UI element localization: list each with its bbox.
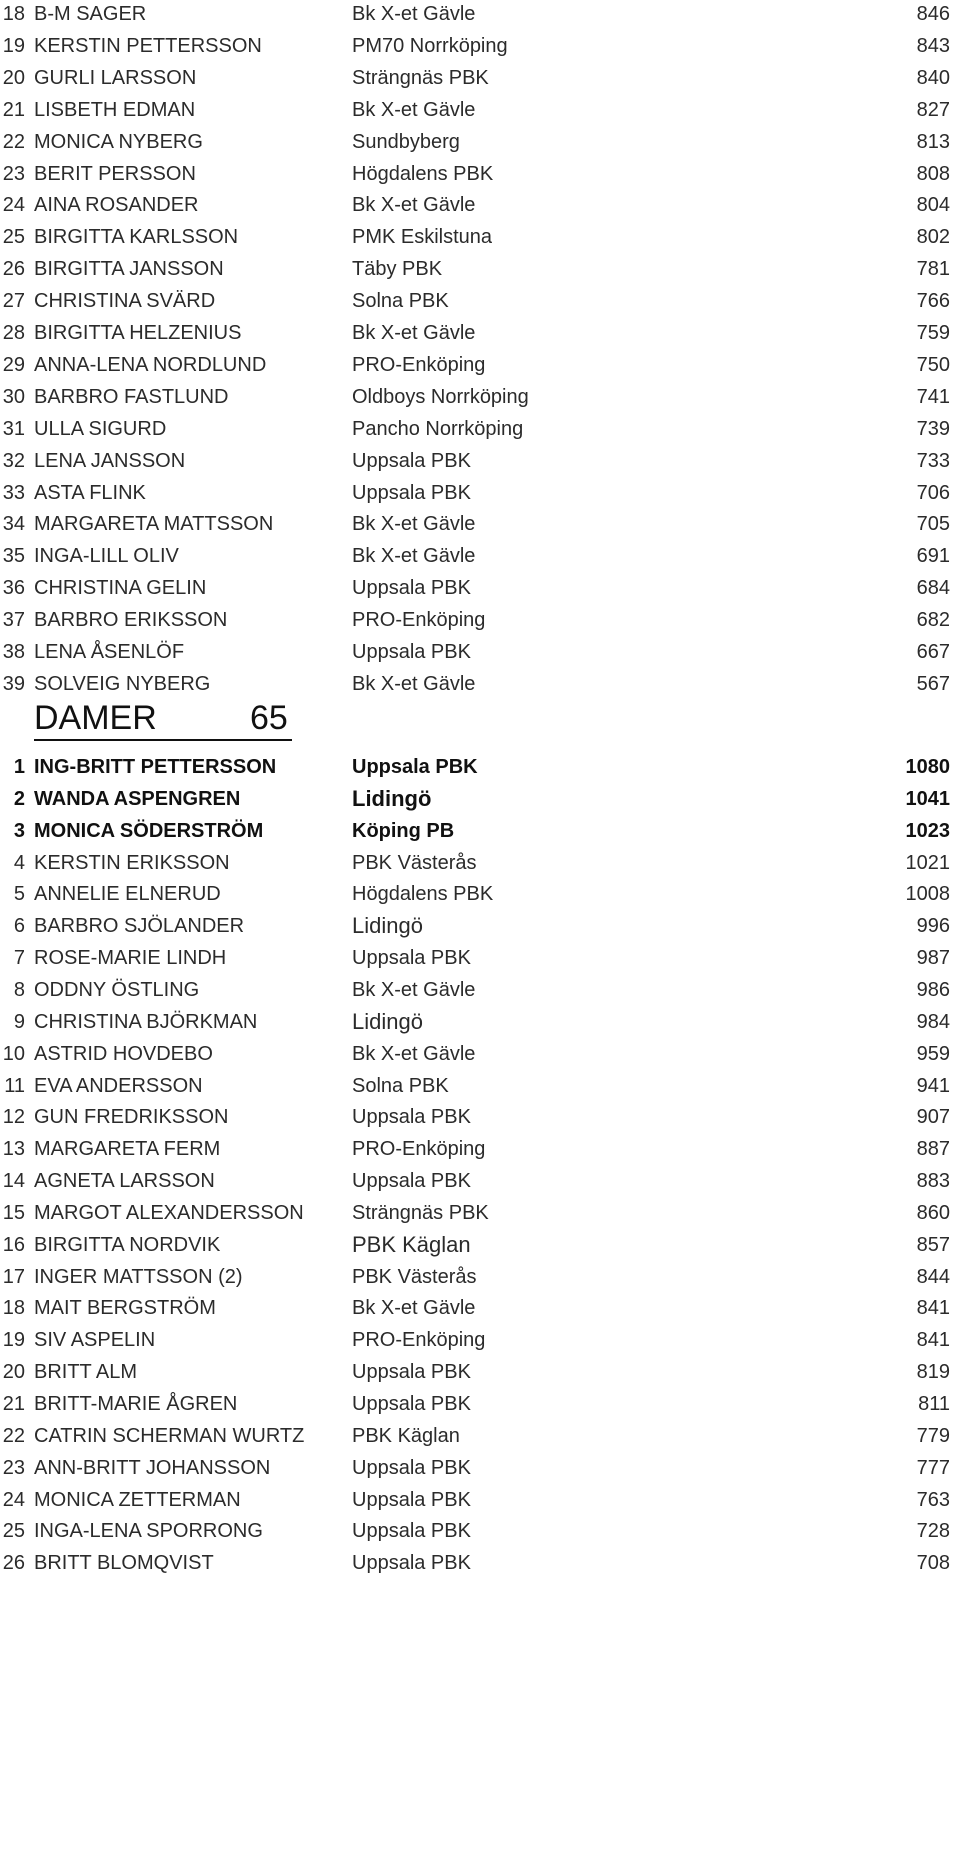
table-row [0, 126, 960, 158]
section-heading-age: 65 [250, 699, 288, 737]
table-row [0, 847, 960, 879]
row-rank: 35 [2, 545, 25, 568]
row-club: Uppsala PBK [352, 641, 471, 663]
table-row [0, 317, 960, 349]
section-heading-damer-65 [34, 696, 294, 742]
row-name: BARBRO SJÖLANDER [34, 915, 245, 938]
row-rank: 36 [2, 577, 25, 600]
table-row [0, 878, 960, 910]
row-score: 996 [916, 915, 950, 938]
row-rank: 21 [2, 98, 25, 121]
row-club: PBK Västerås [352, 851, 477, 874]
row-name: BRITT BLOMQVIST [34, 1552, 214, 1575]
row-club: Uppsala PBK [352, 577, 471, 600]
row-club: Uppsala PBK [352, 1170, 471, 1193]
row-name: CHRISTINA GELIN [34, 577, 207, 600]
row-score: 883 [916, 1170, 950, 1193]
row-score: 843 [916, 34, 950, 57]
table-row [0, 751, 960, 783]
table-row [0, 1388, 960, 1420]
row-score: 766 [916, 290, 950, 313]
row-club: Högdalens PBK [352, 883, 494, 906]
table-row [0, 636, 960, 668]
row-club: Uppsala PBK [352, 756, 478, 778]
row-club: Täby PBK [352, 258, 443, 281]
row-score: 706 [916, 481, 950, 504]
row-name: CATRIN SCHERMAN WURTZ [34, 1424, 305, 1447]
row-name: WANDA ASPENGREN [34, 787, 241, 810]
row-club: Bk X-et Gävle [352, 545, 476, 568]
row-rank: 9 [13, 1010, 25, 1033]
row-rank: 31 [2, 417, 25, 440]
table-row [0, 221, 960, 253]
row-score: 1008 [905, 883, 950, 906]
row-club: Bk X-et Gävle [352, 98, 476, 121]
row-score: 759 [916, 322, 950, 344]
table-row [0, 62, 960, 94]
row-rank: 25 [2, 226, 25, 249]
table-row [0, 477, 960, 509]
table-row [0, 1324, 960, 1356]
row-name: EVA ANDERSSON [34, 1074, 203, 1097]
row-score: 781 [916, 258, 950, 281]
row-rank: 19 [2, 34, 25, 57]
row-club: Solna PBK [352, 1074, 449, 1097]
row-club: Bk X-et Gävle [352, 322, 476, 344]
row-club: Uppsala PBK [352, 1106, 471, 1129]
table-row [0, 1101, 960, 1133]
row-rank: 25 [2, 1520, 25, 1543]
row-rank: 17 [2, 1265, 25, 1288]
row-rank: 19 [2, 1329, 25, 1352]
table-row [0, 815, 960, 847]
row-name: MARGOT ALEXANDERSSON [34, 1201, 304, 1224]
row-score: 986 [916, 978, 950, 1001]
table-row [0, 1515, 960, 1547]
row-rank: 33 [2, 481, 25, 504]
row-rank: 23 [2, 162, 25, 185]
row-score: 841 [916, 1297, 950, 1320]
row-name: CHRISTINA SVÄRD [34, 290, 216, 313]
row-club: Bk X-et Gävle [352, 513, 476, 536]
row-club: Uppsala PBK [352, 1393, 471, 1415]
row-score: 959 [916, 1042, 950, 1065]
row-club: Bk X-et Gävle [352, 672, 476, 695]
row-rank: 39 [2, 672, 25, 695]
row-score: 1021 [905, 851, 950, 874]
row-score: 887 [916, 1138, 950, 1161]
row-name: MARGARETA MATTSSON [34, 513, 274, 536]
row-club: Sundbyberg [352, 130, 460, 153]
section-heading-underline [34, 739, 292, 741]
row-name: ANNELIE ELNERUD [34, 883, 221, 906]
row-score: 684 [916, 577, 950, 600]
row-score: 777 [916, 1456, 950, 1479]
table-row [0, 1292, 960, 1324]
row-score: 708 [916, 1552, 950, 1575]
table-row [0, 604, 960, 636]
table-row [0, 942, 960, 974]
row-score: 802 [916, 226, 950, 249]
table-row [0, 1261, 960, 1293]
row-club: Uppsala PBK [352, 1520, 471, 1543]
row-score: 750 [916, 353, 950, 376]
row-score: 567 [916, 672, 950, 695]
table-row [0, 1133, 960, 1165]
table-row [0, 1165, 960, 1197]
row-rank: 20 [2, 1361, 25, 1384]
row-club: Bk X-et Gävle [352, 3, 476, 25]
row-rank: 5 [13, 883, 25, 906]
row-name: BRITT ALM [34, 1361, 137, 1384]
row-club: Lidingö [352, 785, 432, 811]
row-rank: 12 [2, 1106, 25, 1129]
row-rank: 16 [2, 1233, 25, 1256]
row-score: 804 [916, 194, 950, 217]
row-name: KERSTIN PETTERSSON [34, 34, 262, 57]
row-club: Köping PB [352, 819, 455, 842]
table-row [0, 974, 960, 1006]
row-rank: 13 [2, 1138, 25, 1161]
table-row [0, 1420, 960, 1452]
row-club: PBK Västerås [352, 1265, 477, 1288]
row-rank: 29 [2, 353, 25, 376]
row-name: MARGARETA FERM [34, 1138, 221, 1161]
row-club: Bk X-et Gävle [352, 1042, 476, 1065]
row-score: 846 [916, 3, 950, 25]
row-rank: 22 [2, 1424, 25, 1447]
table-row [0, 1038, 960, 1070]
table-row [0, 381, 960, 413]
row-name: CHRISTINA BJÖRKMAN [34, 1010, 258, 1033]
row-name: AGNETA LARSSON [34, 1170, 215, 1193]
table-row [0, 0, 960, 30]
row-rank: 22 [2, 130, 25, 153]
row-club: Uppsala PBK [352, 449, 471, 472]
row-club: Bk X-et Gävle [352, 1297, 476, 1320]
row-score: 819 [916, 1361, 950, 1384]
row-name: ROSE-MARIE LINDH [34, 947, 227, 970]
row-club: Uppsala PBK [352, 1361, 471, 1384]
table-row [0, 285, 960, 317]
row-rank: 27 [2, 290, 25, 313]
row-score: 811 [918, 1393, 950, 1415]
row-score: 1080 [905, 756, 950, 778]
row-score: 840 [916, 66, 950, 89]
row-club: Solna PBK [352, 290, 449, 313]
row-rank: 28 [2, 322, 25, 344]
table-row [0, 508, 960, 540]
row-club: Uppsala PBK [352, 481, 471, 504]
table-row [0, 158, 960, 190]
table-row [0, 910, 960, 942]
row-club: PBK Käglan [352, 1231, 471, 1257]
table-row [0, 413, 960, 445]
row-name: BIRGITTA KARLSSON [34, 226, 239, 249]
row-club: Uppsala PBK [352, 947, 471, 970]
table-row [0, 253, 960, 285]
row-score: 813 [916, 130, 950, 153]
row-name: AINA ROSANDER [34, 194, 199, 217]
table-row [0, 1006, 960, 1038]
row-name: ASTRID HOVDEBO [34, 1042, 213, 1065]
row-score: 691 [916, 545, 950, 568]
row-score: 728 [916, 1520, 950, 1543]
table-row [0, 1547, 960, 1579]
table-row [0, 1484, 960, 1516]
row-rank: 32 [2, 449, 25, 472]
row-score: 841 [916, 1329, 950, 1352]
row-name: ING-BRITT PETTERSSON [34, 756, 277, 778]
table-row [0, 445, 960, 477]
row-name: GUN FREDRIKSSON [34, 1106, 229, 1129]
row-rank: 18 [2, 3, 25, 25]
row-club: Oldboys Norrköping [352, 385, 529, 408]
row-name: BARBRO ERIKSSON [34, 609, 228, 632]
row-club: Lidingö [352, 1008, 423, 1034]
row-club: Uppsala PBK [352, 1552, 471, 1575]
row-name: SIV ASPELIN [34, 1329, 156, 1352]
row-club: Bk X-et Gävle [352, 978, 476, 1001]
row-club: PM70 Norrköping [352, 34, 508, 57]
row-score: 705 [916, 513, 950, 536]
row-rank: 2 [13, 787, 25, 810]
section-heading-title: DAMER [34, 699, 157, 737]
row-name: BIRGITTA JANSSON [34, 258, 224, 281]
row-name: B-M SAGER [34, 3, 147, 25]
row-club: Lidingö [352, 913, 423, 939]
row-score: 844 [916, 1265, 950, 1288]
row-name: ULLA SIGURD [34, 417, 167, 440]
table-row [0, 1197, 960, 1229]
row-score: 1023 [905, 819, 950, 842]
row-score: 857 [916, 1233, 950, 1256]
table-row [0, 1229, 960, 1261]
row-score: 808 [916, 162, 950, 185]
row-rank: 23 [2, 1456, 25, 1479]
row-club: Uppsala PBK [352, 1488, 471, 1511]
row-rank: 24 [2, 1488, 25, 1511]
row-rank: 26 [2, 258, 25, 281]
row-rank: 7 [13, 947, 25, 970]
row-name: BIRGITTA NORDVIK [34, 1233, 221, 1256]
row-name: MONICA SÖDERSTRÖM [34, 819, 264, 842]
row-name: LENA ÅSENLÖF [34, 641, 185, 663]
row-score: 741 [916, 385, 950, 408]
row-rank: 30 [2, 385, 25, 408]
row-name: ASTA FLINK [34, 481, 146, 504]
row-score: 682 [916, 609, 950, 632]
row-club: Pancho Norrköping [352, 417, 524, 440]
table-row [0, 572, 960, 604]
table-row [0, 349, 960, 381]
row-name: GURLI LARSSON [34, 66, 197, 89]
row-club: PBK Käglan [352, 1424, 460, 1447]
row-club: PRO-Enköping [352, 1329, 486, 1352]
row-name: LENA JANSSON [34, 449, 186, 472]
table-row [0, 1452, 960, 1484]
row-name: BERIT PERSSON [34, 162, 196, 185]
row-club: PRO-Enköping [352, 353, 486, 376]
table-row [0, 540, 960, 572]
row-club: Strängnäs PBK [352, 66, 489, 89]
row-name: BARBRO FASTLUND [34, 385, 229, 408]
row-score: 1041 [905, 787, 950, 810]
row-rank: 26 [2, 1552, 25, 1575]
row-club: Uppsala PBK [352, 1456, 471, 1479]
table-row [0, 1070, 960, 1102]
row-score: 987 [916, 947, 950, 970]
row-rank: 6 [13, 915, 25, 938]
row-name: BIRGITTA HELZENIUS [34, 322, 242, 344]
row-rank: 10 [2, 1042, 25, 1065]
row-rank: 37 [2, 609, 25, 632]
row-rank: 11 [4, 1074, 25, 1097]
table-row [0, 94, 960, 126]
table-row [0, 30, 960, 62]
row-rank: 38 [2, 641, 25, 663]
row-rank: 20 [2, 66, 25, 89]
row-rank: 1 [13, 756, 25, 778]
row-score: 739 [916, 417, 950, 440]
row-rank: 14 [2, 1170, 25, 1193]
row-name: MONICA ZETTERMAN [34, 1488, 241, 1511]
row-name: MAIT BERGSTRÖM [34, 1297, 216, 1320]
row-rank: 18 [2, 1297, 25, 1320]
row-score: 667 [916, 641, 950, 663]
row-club: Högdalens PBK [352, 162, 494, 185]
row-club: PRO-Enköping [352, 609, 486, 632]
row-name: KERSTIN ERIKSSON [34, 851, 230, 874]
table-row [0, 783, 960, 815]
row-name: MONICA NYBERG [34, 130, 203, 153]
row-score: 763 [916, 1488, 950, 1511]
row-name: ANNA-LENA NORDLUND [34, 353, 267, 376]
row-name: INGER MATTSSON (2) [34, 1265, 243, 1288]
row-name: LISBETH EDMAN [34, 98, 196, 121]
row-club: PRO-Enköping [352, 1138, 486, 1161]
row-name: ODDNY ÖSTLING [34, 978, 200, 1001]
row-club: PMK Eskilstuna [352, 226, 493, 249]
row-rank: 21 [2, 1393, 25, 1415]
row-score: 779 [916, 1424, 950, 1447]
row-score: 984 [916, 1010, 950, 1033]
row-rank: 24 [2, 194, 25, 217]
table-row [0, 1356, 960, 1388]
row-score: 941 [916, 1074, 950, 1097]
row-name: ANN-BRITT JOHANSSON [34, 1456, 271, 1479]
row-score: 733 [916, 449, 950, 472]
row-rank: 15 [2, 1201, 25, 1224]
table-row [0, 189, 960, 221]
row-score: 907 [916, 1106, 950, 1129]
row-rank: 8 [13, 978, 25, 1001]
row-club: Strängnäs PBK [352, 1201, 489, 1224]
row-rank: 34 [2, 513, 25, 536]
row-club: Bk X-et Gävle [352, 194, 476, 217]
row-score: 860 [916, 1201, 950, 1224]
row-rank: 3 [13, 819, 25, 842]
row-name: BRITT-MARIE ÅGREN [34, 1393, 238, 1415]
row-name: INGA-LILL OLIV [34, 545, 179, 568]
row-rank: 4 [13, 851, 25, 874]
row-score: 827 [916, 98, 950, 121]
row-name: SOLVEIG NYBERG [34, 672, 211, 695]
row-name: INGA-LENA SPORRONG [34, 1520, 263, 1543]
